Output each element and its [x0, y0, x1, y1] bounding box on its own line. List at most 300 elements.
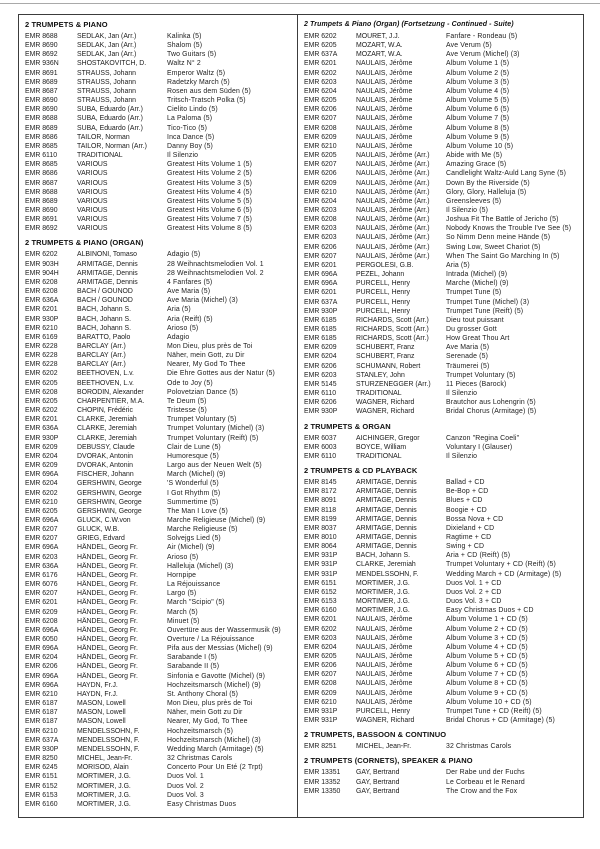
- piece-title: Hochzeitsmarsch (Michel) (9): [167, 681, 261, 689]
- catalog-number: EMR 6202: [25, 370, 58, 378]
- table-row: [304, 524, 580, 533]
- piece-title: 32 Christmas Carols: [446, 743, 512, 751]
- catalog-number: EMR 6207: [25, 526, 58, 534]
- catalog-number: EMR 6207: [304, 161, 337, 169]
- table-row: [25, 424, 294, 433]
- composer-name: HÄNDEL, Georg Fr.: [77, 626, 138, 634]
- catalog-number: EMR 6169: [25, 333, 58, 341]
- piece-title: Album Volume 2 (5): [446, 69, 510, 77]
- table-row: [25, 479, 294, 488]
- table-row: [25, 754, 294, 763]
- catalog-number: EMR 6202: [304, 33, 337, 40]
- composer-name: GERSHWIN, George: [77, 498, 142, 506]
- catalog-number: EMR 6203: [304, 371, 337, 379]
- table-row: [25, 278, 294, 287]
- column: [297, 15, 583, 817]
- catalog-number: EMR 6205: [304, 653, 337, 660]
- composer-name: PURCELL, Henry: [356, 280, 410, 288]
- catalog-number: EMR 6176: [25, 571, 58, 579]
- piece-title: Halleluja (Michel) (3): [167, 562, 234, 570]
- catalog-number: EMR 8688: [25, 115, 58, 123]
- composer-name: CLARKE, Jeremiah: [77, 416, 137, 424]
- composer-name: NAULAIS, Jérôme: [356, 69, 413, 77]
- catalog-number: EMR 6203: [304, 206, 337, 214]
- piece-title: Aria (5): [167, 306, 191, 314]
- catalog-number: EMR 6076: [25, 581, 58, 589]
- piece-title: Wedding March (Armitage) (5): [167, 745, 264, 753]
- piece-title: Tritsch-Tratsch Polka (5): [167, 97, 246, 105]
- piece-title: Album Volume 10 (5): [446, 142, 514, 150]
- piece-title: Trumpet Voluntary + CD (Reift) (5): [446, 561, 556, 569]
- catalog-number: EMR 930P: [25, 434, 59, 442]
- piece-title: Album Volume 8 + CD (5): [446, 680, 528, 688]
- catalog-number: EMR 6153: [304, 598, 337, 606]
- composer-name: STRAUSS, Johann: [77, 78, 136, 86]
- piece-title: Marche Religieuse (Michel) (9): [167, 516, 266, 524]
- catalog-number: EMR 8690: [25, 97, 58, 105]
- composer-name: NAULAIS, Jérôme (Arr.): [356, 225, 430, 233]
- composer-name: CLARKE, Jeremiah: [77, 434, 137, 442]
- piece-title: Marche Religieuse (5): [167, 526, 238, 534]
- catalog-number: EMR 8691: [25, 69, 58, 77]
- piece-title: Trumpet Tune + CD (Reift) (5): [446, 707, 542, 715]
- catalog-number: EMR 6245: [25, 764, 58, 772]
- piece-title: Adagio (5): [167, 251, 201, 259]
- catalog-number: EMR 6201: [25, 599, 58, 607]
- piece-title: 28 Weihnachtsmelodien Vol. 2: [167, 269, 264, 277]
- catalog-number: EMR 6209: [304, 344, 337, 352]
- composer-name: TRADITIONAL: [77, 152, 123, 160]
- table-row: [304, 533, 580, 542]
- catalog-number: EMR 904H: [25, 269, 59, 277]
- table-row: [25, 443, 294, 452]
- table-row: [304, 215, 580, 224]
- catalog-number: EMR 6204: [304, 353, 337, 361]
- catalog-number: EMR 6037: [304, 434, 337, 442]
- composer-name: PEZEL, Johann: [356, 271, 405, 279]
- section-title: 2 TRUMPETS & PIANO (ORGAN): [25, 238, 144, 248]
- table-row: [304, 261, 580, 270]
- table-row: [304, 452, 580, 461]
- composer-name: MORTIMER, J.G.: [356, 588, 410, 596]
- catalog-number: EMR 6203: [304, 78, 337, 86]
- table-row: [25, 763, 294, 772]
- table-row: [304, 59, 580, 68]
- table-row: [304, 389, 580, 398]
- composer-name: MENDELSSOHN, F.: [77, 727, 140, 735]
- catalog-number: EMR 8064: [304, 543, 337, 551]
- composer-name: ARMITAGE, Dennis: [356, 506, 417, 514]
- catalog-number: EMR 6050: [25, 636, 58, 643]
- catalog-number: EMR 6204: [25, 654, 58, 662]
- piece-title: Duos Vol. 1: [167, 773, 204, 781]
- composer-name: CHOPIN, Frédéric: [77, 407, 133, 415]
- table-row: [304, 679, 580, 688]
- table-row: [25, 105, 294, 114]
- catalog-number: EMR 8688: [25, 188, 58, 196]
- composer-name: NAULAIS, Jérôme: [356, 142, 413, 150]
- piece-title: Il Silenzio: [167, 152, 199, 160]
- composer-name: GERSHWIN, George: [77, 480, 142, 488]
- table-row: [304, 487, 580, 496]
- composer-name: TAILOR, Norman: [77, 133, 130, 141]
- composer-name: GRIEG, Edvard: [77, 535, 125, 543]
- catalog-number: EMR 6153: [25, 791, 58, 799]
- catalog-number: EMR 6204: [25, 452, 58, 460]
- table-row: [25, 543, 294, 552]
- catalog-number: EMR 8037: [304, 524, 337, 532]
- composer-name: VARIOUS: [77, 206, 108, 214]
- composer-name: PURCELL, Henry: [356, 298, 410, 306]
- catalog-number: EMR 636A: [25, 297, 59, 305]
- piece-title: Album Volume 6 (5): [446, 106, 510, 114]
- piece-title: Minuet (5): [167, 617, 200, 625]
- catalog-number: EMR 8690: [25, 206, 58, 214]
- piece-title: Mon Dieu, plus près de Toi: [167, 343, 253, 350]
- catalog-number: EMR 6110: [25, 152, 58, 160]
- composer-name: MOURET, J.J.: [356, 33, 400, 40]
- composer-name: NAULAIS, Jérôme: [356, 671, 413, 679]
- composer-name: GLUCK, C.W.von: [77, 516, 131, 524]
- catalog-number: EMR 8118: [304, 506, 337, 514]
- catalog-number: EMR 6151: [304, 579, 337, 587]
- catalog-number: EMR 930P: [304, 307, 338, 315]
- composer-name: ARMITAGE, Dennis: [356, 524, 417, 532]
- catalog-number: EMR 6201: [25, 306, 58, 314]
- catalog-number: EMR 8690: [25, 106, 58, 114]
- piece-title: Abide with Me (5): [446, 152, 503, 160]
- table-row: [304, 652, 580, 661]
- piece-title: La Réjouissance: [167, 581, 221, 589]
- table-row: [304, 661, 580, 670]
- composer-name: ARMITAGE, Dennis: [356, 515, 417, 523]
- catalog-number: EMR 6160: [25, 800, 58, 808]
- piece-title: Largo aus der Neuen Welt (5): [167, 462, 262, 470]
- table-row: [25, 434, 294, 443]
- table-row: [304, 615, 580, 624]
- table-row: [25, 690, 294, 699]
- composer-name: STURZENEGGER (Arr.): [356, 380, 431, 388]
- composer-name: ARMITAGE, Dennis: [77, 269, 138, 277]
- piece-title: 4 Fanfares (5): [167, 278, 213, 286]
- piece-title: Der Rabe und der Fuchs: [446, 769, 525, 777]
- table-row: [304, 742, 580, 751]
- table-row: [25, 324, 294, 333]
- catalog-number: EMR 696A: [25, 544, 59, 552]
- table-row: [25, 169, 294, 178]
- piece-title: Album Volume 2 + CD (5): [446, 625, 528, 633]
- catalog-number: EMR 6202: [304, 625, 337, 633]
- table-row: [25, 133, 294, 142]
- table-row: [304, 560, 580, 569]
- table-row: [304, 597, 580, 606]
- table-row: [25, 644, 294, 653]
- composer-name: MORTIMER, J.G.: [77, 782, 131, 790]
- table-row: [25, 305, 294, 314]
- table-row: [25, 525, 294, 534]
- table-row: [304, 343, 580, 352]
- catalog-number: EMR 8691: [25, 216, 58, 224]
- catalog-number: EMR 696A: [304, 280, 338, 288]
- piece-title: Shalom (5): [167, 42, 203, 50]
- catalog-number: EMR 636A: [25, 562, 59, 570]
- table-row: [25, 782, 294, 791]
- table-row: [304, 768, 580, 777]
- table-row: [25, 736, 294, 745]
- piece-title: 11 Pieces (Barock): [446, 380, 507, 388]
- table-row: [25, 96, 294, 105]
- piece-title: Bossa Nova + CD: [446, 515, 504, 523]
- catalog-number: EMR 6151: [25, 773, 58, 781]
- composer-name: ARMITAGE, Dennis: [77, 278, 138, 286]
- table-row: [25, 296, 294, 305]
- piece-title: 'S Wonderful (5): [167, 480, 219, 488]
- composer-name: BARCLAY (Arr.): [77, 352, 126, 360]
- composer-name: PURCELL, Henry: [356, 307, 410, 315]
- catalog-number: EMR 931P: [304, 570, 338, 578]
- piece-title: Adagio: [167, 333, 190, 341]
- catalog-number: EMR 6228: [25, 343, 58, 350]
- table-row: [25, 114, 294, 123]
- table-row: [25, 745, 294, 754]
- table-row: [304, 151, 580, 160]
- table-row: [25, 197, 294, 206]
- composer-name: NAULAIS, Jérôme: [356, 653, 413, 660]
- piece-title: Bridal Chorus (Armitage) (5): [446, 408, 537, 416]
- catalog-number: EMR 6209: [25, 462, 58, 470]
- composer-name: HAYDN, Fr.J.: [77, 681, 118, 689]
- piece-title: Intrada (Michel) (9): [446, 271, 508, 279]
- table-row: [25, 59, 294, 68]
- table-row: [304, 169, 580, 178]
- table-row: [25, 269, 294, 278]
- catalog-table: [18, 14, 584, 818]
- piece-title: Bridal Chorus + CD (Armitage) (5): [446, 717, 555, 725]
- catalog-number: EMR 6207: [25, 590, 58, 598]
- catalog-number: EMR 6205: [304, 152, 337, 160]
- piece-title: Voluntary I (Glauser): [446, 443, 513, 451]
- table-row: [25, 617, 294, 626]
- table-row: [304, 233, 580, 242]
- composer-name: VARIOUS: [77, 170, 108, 178]
- composer-name: MICHEL, Jean-Fr.: [356, 743, 412, 751]
- catalog-number: EMR 6210: [304, 698, 337, 706]
- piece-title: Radetzky March (5): [167, 78, 230, 86]
- composer-name: DVORAK, Antonin: [77, 462, 133, 470]
- table-row: [304, 188, 580, 197]
- piece-title: 28 Weihnachtsmelodien Vol. 1: [167, 260, 264, 268]
- piece-title: Cielito Lindo (5): [167, 106, 218, 114]
- piece-title: St. Anthony Choral (5): [167, 690, 239, 698]
- composer-name: NAULAIS, Jérôme (Arr.): [356, 234, 430, 242]
- catalog-number: EMR 8686: [25, 170, 58, 178]
- composer-name: NAULAIS, Jérôme: [356, 106, 413, 114]
- table-row: [304, 606, 580, 615]
- piece-title: Du grosser Gott: [446, 326, 497, 333]
- composer-name: HÄNDEL, Georg Fr.: [77, 654, 138, 662]
- table-row: [304, 69, 580, 78]
- composer-name: HÄNDEL, Georg Fr.: [77, 553, 138, 561]
- table-row: [304, 142, 580, 151]
- table-row: [304, 206, 580, 215]
- composer-name: GAY, Bertrand: [356, 769, 400, 777]
- piece-title: Näher, mein Gott zu Dir: [167, 709, 243, 717]
- composer-name: CLARKE, Jeremiah: [356, 561, 416, 569]
- composer-name: BACH, Johann S.: [77, 324, 132, 332]
- catalog-number: EMR 6152: [304, 588, 337, 596]
- composer-name: MORTIMER, J.G.: [77, 773, 131, 781]
- catalog-number: EMR 8688: [25, 33, 58, 40]
- composer-name: NAULAIS, Jérôme (Arr.): [356, 179, 430, 187]
- composer-name: WAGNER, Richard: [356, 717, 415, 725]
- table-row: [304, 407, 580, 416]
- piece-title: Ave Maria (5): [167, 288, 211, 296]
- catalog-number: EMR 6210: [25, 690, 58, 698]
- composer-name: MASON, Lowell: [77, 700, 126, 708]
- catalog-number: EMR 8686: [25, 133, 58, 141]
- composer-name: BOYCE, William: [356, 443, 407, 451]
- table-row: [304, 371, 580, 380]
- table-row: [304, 542, 580, 551]
- table-row: [25, 50, 294, 59]
- piece-title: Träumerei (5): [446, 362, 490, 370]
- table-row: [304, 380, 580, 389]
- piece-title: Air (Michel) (9): [167, 544, 215, 552]
- composer-name: STRAUSS, Johann: [77, 69, 136, 77]
- piece-title: Trumpet Tune (Reift) (5): [446, 307, 524, 315]
- piece-title: Arioso (5): [167, 553, 199, 561]
- piece-title: Album Volume 9 + CD (5): [446, 689, 528, 697]
- piece-title: Summertime (5): [167, 498, 219, 506]
- catalog-number: EMR 6203: [25, 553, 58, 561]
- piece-title: Blues + CD: [446, 497, 483, 505]
- table-row: [25, 516, 294, 525]
- piece-title: Trumpet Voluntary (5): [446, 371, 516, 379]
- table-row: [25, 498, 294, 507]
- composer-name: BEETHOVEN, L.v.: [77, 370, 134, 378]
- composer-name: NAULAIS, Jérôme (Arr.): [356, 152, 430, 160]
- piece-title: So Nimm Denn meine Hände (5): [446, 234, 551, 242]
- piece-title: Ballad + CD: [446, 479, 485, 487]
- piece-title: Rosen aus dem Süden (5): [167, 87, 251, 95]
- piece-title: Arioso (5): [167, 324, 199, 332]
- composer-name: SHOSTAKOVITCH, D.: [77, 60, 147, 68]
- composer-name: SCHUBERT, Franz: [356, 353, 415, 361]
- table-row: [304, 506, 580, 515]
- piece-title: Il Silenzio (5): [446, 206, 489, 214]
- piece-title: Album Volume 10 + CD (5): [446, 698, 532, 706]
- composer-name: GERSHWIN, George: [77, 489, 142, 497]
- table-row: [304, 179, 580, 188]
- piece-title: Waltz N° 2: [167, 60, 201, 68]
- composer-name: NAULAIS, Jérôme: [356, 680, 413, 688]
- composer-name: BACH, Johann S.: [77, 306, 132, 314]
- composer-name: BEETHOVEN, L.v.: [77, 379, 134, 387]
- piece-title: Duos Vol. 1 + CD: [446, 579, 502, 587]
- composer-name: NAULAIS, Jérôme (Arr.): [356, 197, 430, 205]
- catalog-number: EMR 6160: [304, 607, 337, 615]
- table-row: [304, 96, 580, 105]
- piece-title: Pifa aus der Messias (Michel) (9): [167, 645, 273, 653]
- piece-title: Album Volume 8 (5): [446, 124, 510, 132]
- catalog-number: EMR 8685: [25, 142, 58, 150]
- catalog-number: EMR 6210: [25, 727, 58, 735]
- table-row: [25, 369, 294, 378]
- piece-title: Greatest Hits Volume 4 (5): [167, 188, 253, 196]
- piece-title: Album Volume 5 + CD (5): [446, 653, 528, 660]
- table-row: [304, 551, 580, 560]
- composer-name: MASON, Lowell: [77, 709, 126, 717]
- table-row: [304, 307, 580, 316]
- catalog-number: EMR 6152: [25, 782, 58, 790]
- composer-name: VARIOUS: [77, 179, 108, 187]
- composer-name: DVORAK, Antonin: [77, 452, 133, 460]
- composer-name: STANLEY, John: [356, 371, 405, 379]
- composer-name: SEDLAK, Jan (Arr.): [77, 33, 137, 40]
- table-row: [25, 800, 294, 809]
- catalog-number: EMR 8692: [25, 51, 58, 59]
- piece-title: Ave Maria (5): [446, 344, 490, 352]
- table-row: [25, 142, 294, 151]
- catalog-number: EMR 6208: [25, 278, 58, 286]
- composer-name: HÄNDEL, Georg Fr.: [77, 645, 138, 653]
- catalog-number: EMR 6210: [304, 142, 337, 150]
- catalog-number: EMR 6210: [25, 324, 58, 332]
- catalog-number: EMR 930P: [25, 745, 59, 753]
- catalog-number: EMR 8692: [25, 225, 58, 233]
- table-row: [25, 415, 294, 424]
- section-title: 2 TRUMPETS & CD PLAYBACK: [304, 466, 418, 476]
- catalog-number: EMR 6207: [304, 671, 337, 679]
- composer-name: ARMITAGE, Dennis: [356, 488, 417, 496]
- catalog-number: EMR 6003: [304, 443, 337, 451]
- piece-title: Swing + CD: [446, 543, 485, 551]
- piece-title: The Crow and the Fox: [446, 787, 518, 795]
- piece-title: Glory, Glory, Halleluja (5): [446, 188, 527, 196]
- catalog-number: EMR 637A: [304, 51, 338, 59]
- piece-title: Wedding March + CD (Armitage) (5): [446, 570, 562, 578]
- table-row: [25, 260, 294, 269]
- catalog-number: EMR 6201: [304, 616, 337, 624]
- catalog-number: EMR 6208: [304, 124, 337, 132]
- catalog-number: EMR 6185: [304, 326, 337, 333]
- table-row: [25, 791, 294, 800]
- section-title: 2 Trumpets & Piano (Organ) (Fortsetzung - Continued - Suite): [304, 21, 514, 28]
- composer-name: ARMITAGE, Dennis: [77, 260, 138, 268]
- composer-name: AICHINGER, Gregor: [356, 434, 420, 442]
- composer-name: VARIOUS: [77, 188, 108, 196]
- piece-title: Album Volume 3 (5): [446, 78, 510, 86]
- table-row: [25, 553, 294, 562]
- catalog-number: EMR 930P: [304, 408, 338, 416]
- table-row: [25, 470, 294, 479]
- table-row: [304, 32, 580, 41]
- table-row: [304, 787, 580, 796]
- section-title: 2 TRUMPETS, BASSOON & CONTINUO: [304, 730, 447, 740]
- table-row: [304, 670, 580, 679]
- composer-name: WAGNER, Richard: [356, 408, 415, 416]
- catalog-number: EMR 8251: [304, 743, 337, 751]
- composer-name: NAULAIS, Jérôme (Arr.): [356, 161, 430, 169]
- composer-name: NAULAIS, Jérôme (Arr.): [356, 206, 430, 214]
- table-row: [25, 360, 294, 369]
- catalog-number: EMR 636A: [25, 425, 59, 433]
- composer-name: ARMITAGE, Dennis: [356, 479, 417, 487]
- composer-name: RICHARDS, Scott (Arr.): [356, 316, 429, 324]
- piece-title: March "Scipio" (5): [167, 599, 225, 607]
- table-row: [25, 333, 294, 342]
- page-top-rule: [0, 3, 600, 4]
